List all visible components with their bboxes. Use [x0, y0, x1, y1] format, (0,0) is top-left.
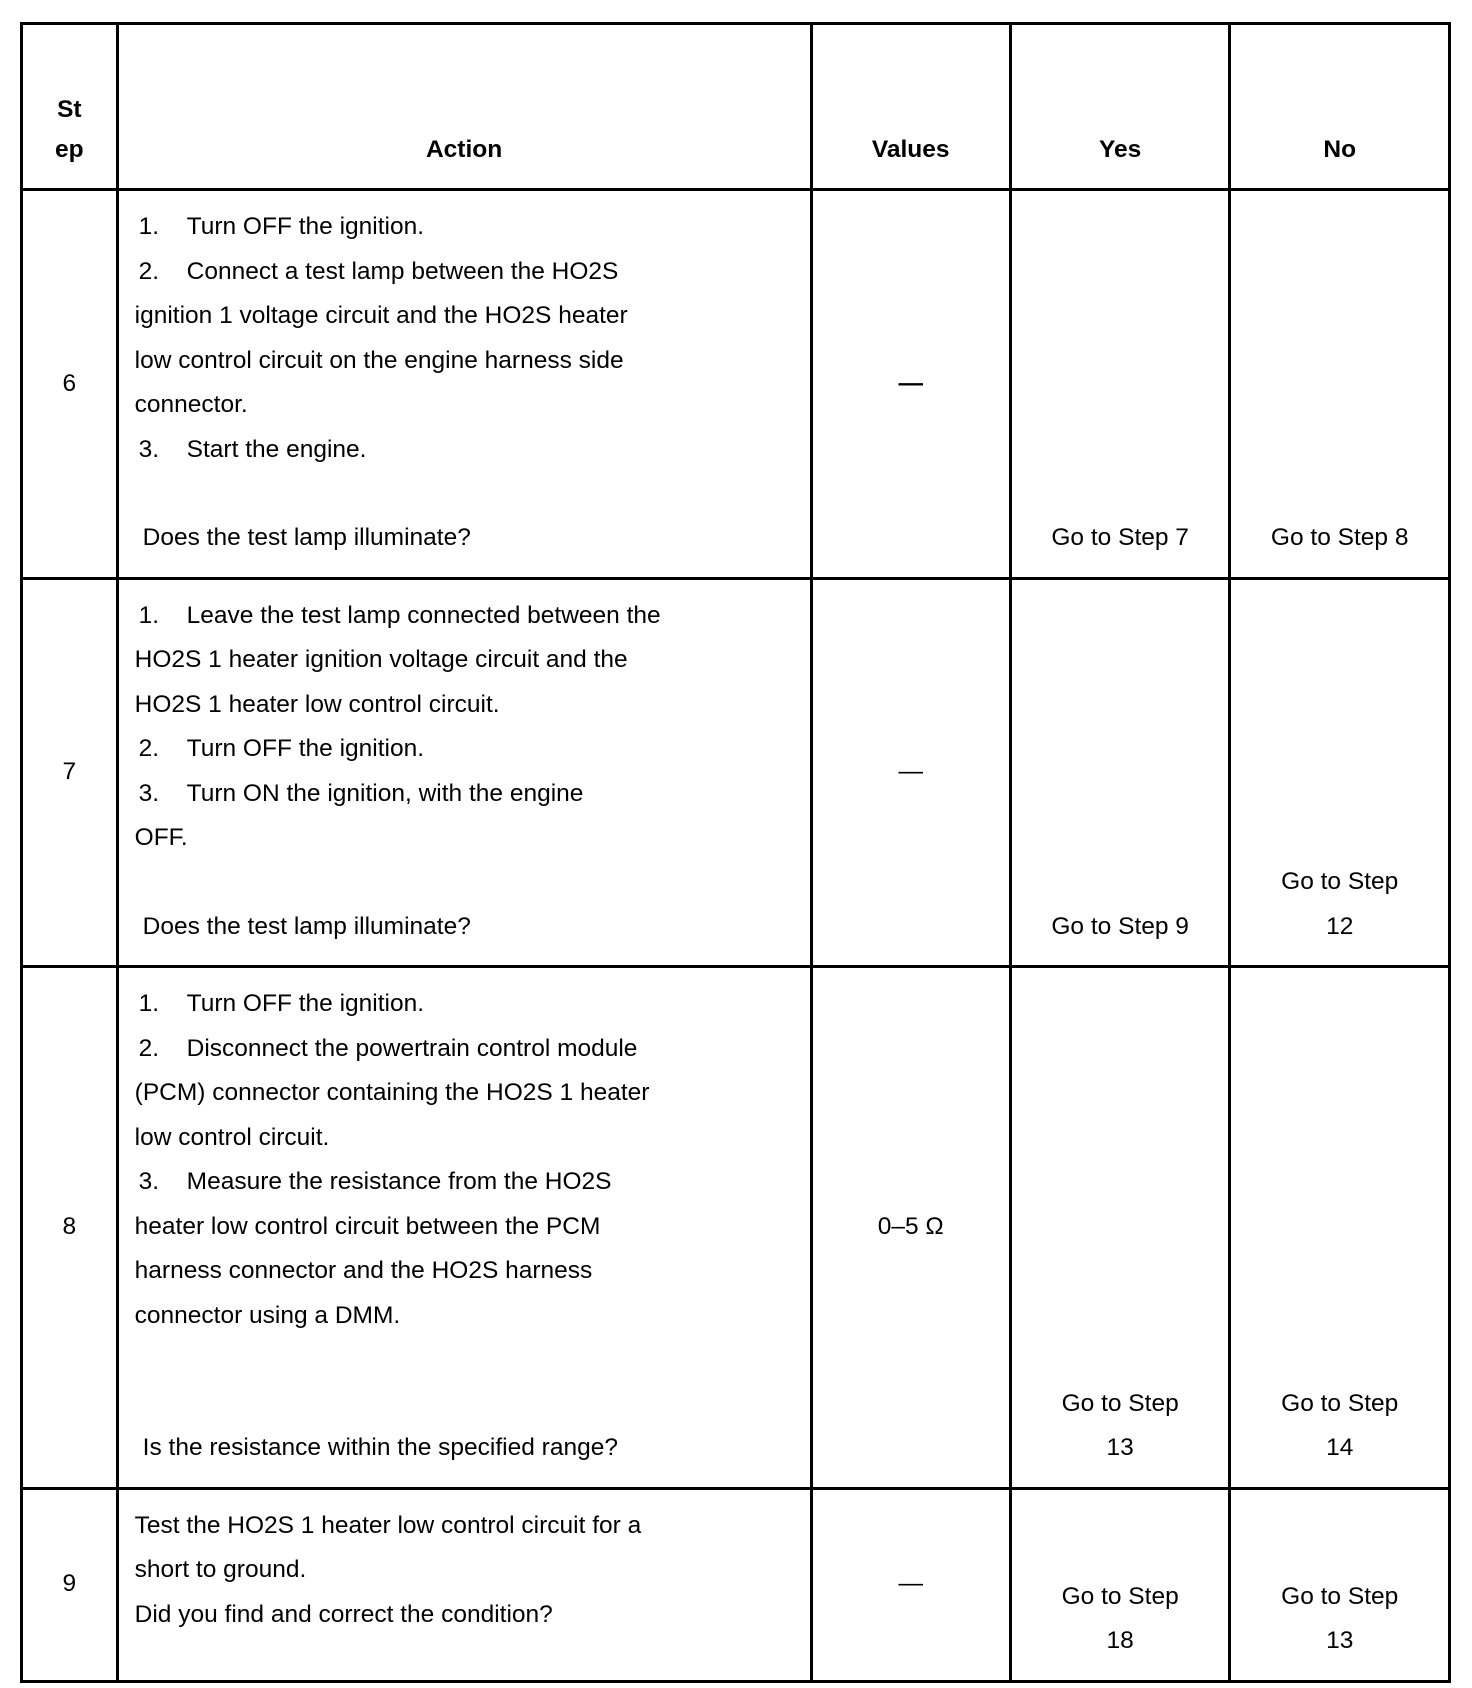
action-line: 1. Turn OFF the ignition.	[138, 990, 425, 1017]
table-row	[22, 967, 1450, 1489]
no-cell: Go to Step 14	[1230, 967, 1450, 1489]
action-line: connector using a DMM.	[134, 1301, 401, 1329]
header-yes: Yes	[1010, 24, 1230, 190]
action-line: low control circuit on the engine harness side	[134, 346, 624, 374]
action-line: 3. Start the engine.	[138, 435, 367, 463]
table-row	[22, 578, 1450, 967]
table-row	[22, 1488, 1450, 1681]
value-cell: —	[811, 578, 1010, 967]
action-line: OFF.	[134, 824, 188, 851]
action-line: 2. Connect a test lamp between the HO2S	[138, 257, 619, 285]
no-cell: Go to Step 8	[1230, 190, 1450, 579]
action-line: 3. Measure the resistance from the HO2S	[138, 1168, 612, 1195]
step-number: 6	[22, 190, 118, 579]
value-cell: —	[811, 1488, 1010, 1681]
action-question: Does the test lamp illuminate?	[142, 524, 471, 551]
no-cell: Go to Step 13	[1230, 1488, 1450, 1681]
no-cell: Go to Step 12	[1230, 578, 1450, 967]
yes-cell: Go to Step 13	[1010, 967, 1230, 1489]
action-line: heater low control circuit between the PCM	[134, 1212, 601, 1240]
header-action: Action	[117, 24, 811, 190]
yes-cell: Go to Step 7	[1010, 190, 1230, 579]
action-line: 2. Turn OFF the ignition.	[138, 735, 425, 762]
action-line: 2. Disconnect the powertrain control module	[138, 1034, 638, 1062]
value-cell: —	[811, 190, 1010, 579]
action-line: 3. Turn ON the ignition, with the engine	[138, 779, 584, 807]
action-line: 1. Turn OFF the ignition.	[138, 213, 425, 240]
header-step: St ep	[22, 24, 118, 190]
step-number: 8	[22, 967, 118, 1489]
action-line: harness connector and the HO2S harness	[134, 1257, 593, 1284]
diagnostic-table	[20, 22, 1451, 1683]
action-line: low control circuit.	[134, 1123, 330, 1151]
action-line: Did you find and correct the condition?	[134, 1600, 553, 1628]
action-line: (PCM) connector containing the HO2S 1 heater	[134, 1079, 650, 1106]
header-row	[22, 24, 1450, 190]
step-number: 7	[22, 578, 118, 967]
action-cell	[117, 967, 811, 1489]
action-line: HO2S 1 heater low control circuit.	[134, 690, 500, 718]
action-line: connector.	[134, 391, 248, 418]
action-question: Is the resistance within the specified range?	[142, 1434, 618, 1461]
header-values: Values	[811, 24, 1010, 190]
action-question: Does the test lamp illuminate?	[142, 912, 471, 940]
step-number: 9	[22, 1488, 118, 1681]
header-no: No	[1230, 24, 1450, 190]
value-cell: 0–5 Ω	[811, 967, 1010, 1489]
action-line: short to ground.	[134, 1556, 307, 1583]
action-line: Test the HO2S 1 heater low control circuit for a	[134, 1511, 642, 1539]
action-cell	[117, 1488, 811, 1681]
action-line: 1. Leave the test lamp connected between the	[138, 601, 661, 629]
action-line: HO2S 1 heater ignition voltage circuit and the	[134, 646, 628, 673]
yes-cell: Go to Step 9	[1010, 578, 1230, 967]
action-cell	[117, 190, 811, 579]
action-line: ignition 1 voltage circuit and the HO2S heater	[134, 302, 628, 329]
yes-cell: Go to Step 18	[1010, 1488, 1230, 1681]
table-row	[22, 190, 1450, 579]
action-cell	[117, 578, 811, 967]
